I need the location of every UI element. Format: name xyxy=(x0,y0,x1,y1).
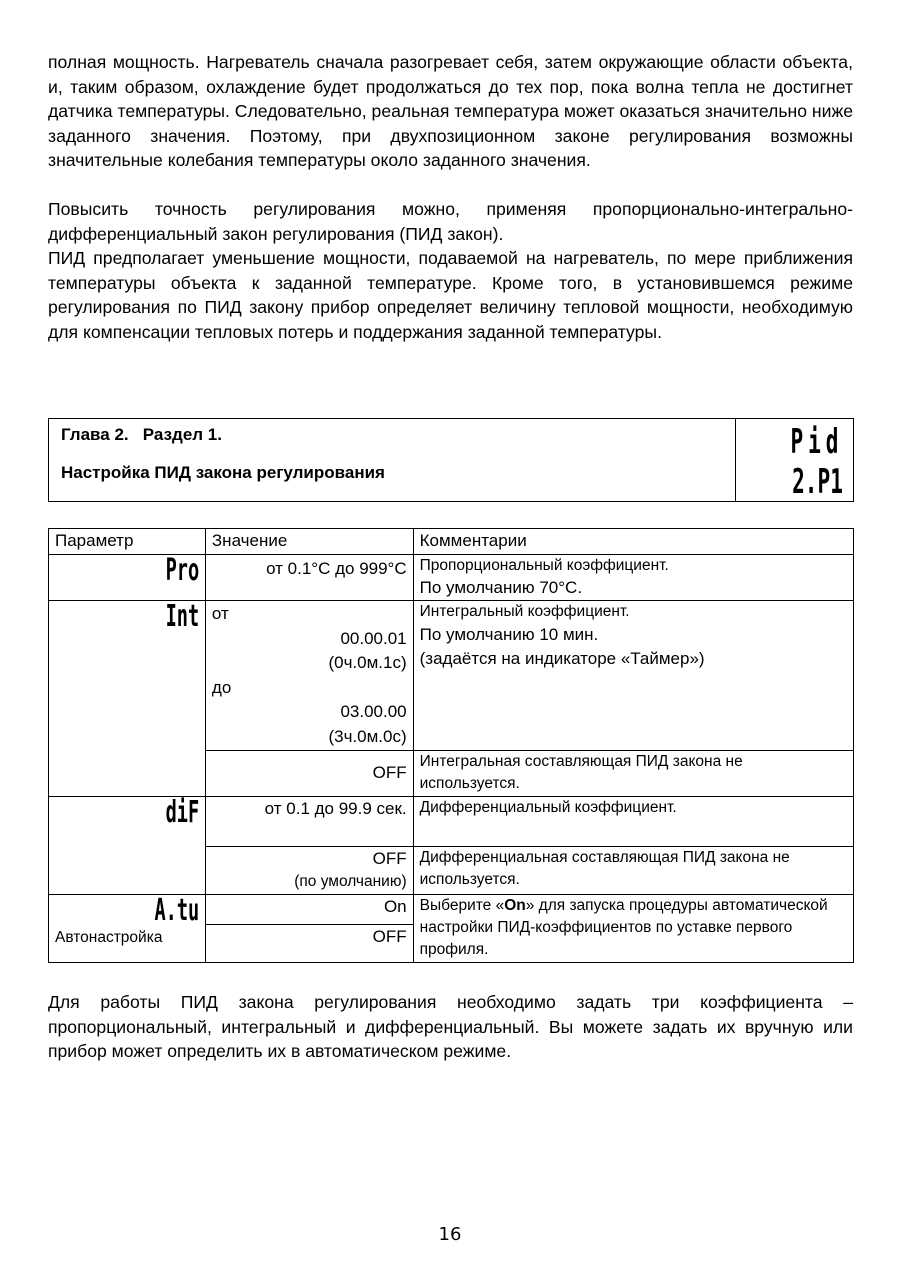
parameters-table xyxy=(48,528,854,963)
paragraph-pid-description: ПИД предполагает уменьшение мощности, подаваемой на нагреватель, по мере приближения температуры объекта к заданной температуре. Кроме того, в установившемся режиме регулирования по ПИД закону прибор определяет величину тепловой мощности, необходимую для компенсации тепловых потерь и поддержания заданной температуры. xyxy=(48,248,853,342)
comment-dif: Дифференциальный коэффициент. xyxy=(413,797,853,847)
value-int-off: OFF xyxy=(205,751,413,797)
section-header-left xyxy=(49,419,736,501)
param-code-dif: diF xyxy=(49,797,206,895)
header-value: Значение xyxy=(205,529,413,555)
section-chapter: Глава 2. Раздел 1. xyxy=(61,425,222,444)
paragraph-pid-accuracy: Повысить точность регулирования можно, применяя пропорционально-интегрально-дифференциальный закон регулирования (ПИД закон). xyxy=(48,199,853,244)
value-atu-off: OFF xyxy=(206,924,413,950)
header-comments: Комментарии xyxy=(413,529,853,555)
table-row-atu xyxy=(49,895,854,963)
page-number: 16 xyxy=(438,1224,462,1245)
value-atu xyxy=(205,895,413,963)
comment-dif-off: Дифференциальная составляющая ПИД закона не используется. xyxy=(413,847,853,895)
section-code-2p1: 2.P1 xyxy=(792,462,843,502)
param-code-int: Int xyxy=(49,601,206,797)
section-title: Настройка ПИД закона регулирования xyxy=(61,463,385,482)
value-dif-off: OFF (по умолчанию) xyxy=(205,847,413,895)
param-code-atu: A.tu xyxy=(154,893,199,928)
paragraph-heating: полная мощность. Нагреватель сначала разогревает себя, затем окружающие области объекта, и, таким образом, охлаждение будет продолжаться до тех пор, пока волна тепла не достигнет датчика температуры. Следовательно, реальная температура может оказаться значительно ниже заданного значения. Поэтому, при двухпозиционном законе регулирования возможны значительные колебания температуры около заданного значения. xyxy=(48,52,853,170)
table-row-pro xyxy=(49,555,854,601)
paragraph-pid-coefficients: Для работы ПИД закона регулирования необходимо задать три коэффициента – пропорциональный, интегральный и дифференциальный. Вы можете задать их вручную или прибор может определить их в автоматическом режиме. xyxy=(48,992,853,1061)
value-pro: от 0.1°С до 999°С xyxy=(205,555,413,601)
table-row-int xyxy=(49,601,854,751)
section-code-pid: Pid xyxy=(790,422,843,462)
table-row-dif xyxy=(49,797,854,847)
param-code-pro: Pro xyxy=(49,555,206,601)
table-header-row xyxy=(49,529,854,555)
comment-int-off: Интегральная составляющая ПИД закона не используется. xyxy=(413,751,853,797)
header-parameter: Параметр xyxy=(49,529,206,555)
value-int-range: от 00.00.01 (0ч.0м.1с) до 03.00.00 (3ч.0м.0с) xyxy=(205,601,413,751)
comment-atu: Выберите «On» для запуска процедуры автоматической настройки ПИД-коэффициентов по уставке первого профиля. xyxy=(413,895,853,963)
param-atu xyxy=(49,895,206,963)
value-dif: от 0.1 до 99.9 сек. xyxy=(205,797,413,847)
param-label-atu: Автонастройка xyxy=(55,929,163,946)
value-atu-on: On xyxy=(383,897,407,916)
comment-int: Интегральный коэффициент. По умолчанию 10 мин. (задаётся на индикаторе «Таймер») xyxy=(413,601,853,751)
comment-pro: Пропорциональный коэффициент. По умолчанию 70°С. xyxy=(413,555,853,601)
section-header-box xyxy=(48,418,854,502)
